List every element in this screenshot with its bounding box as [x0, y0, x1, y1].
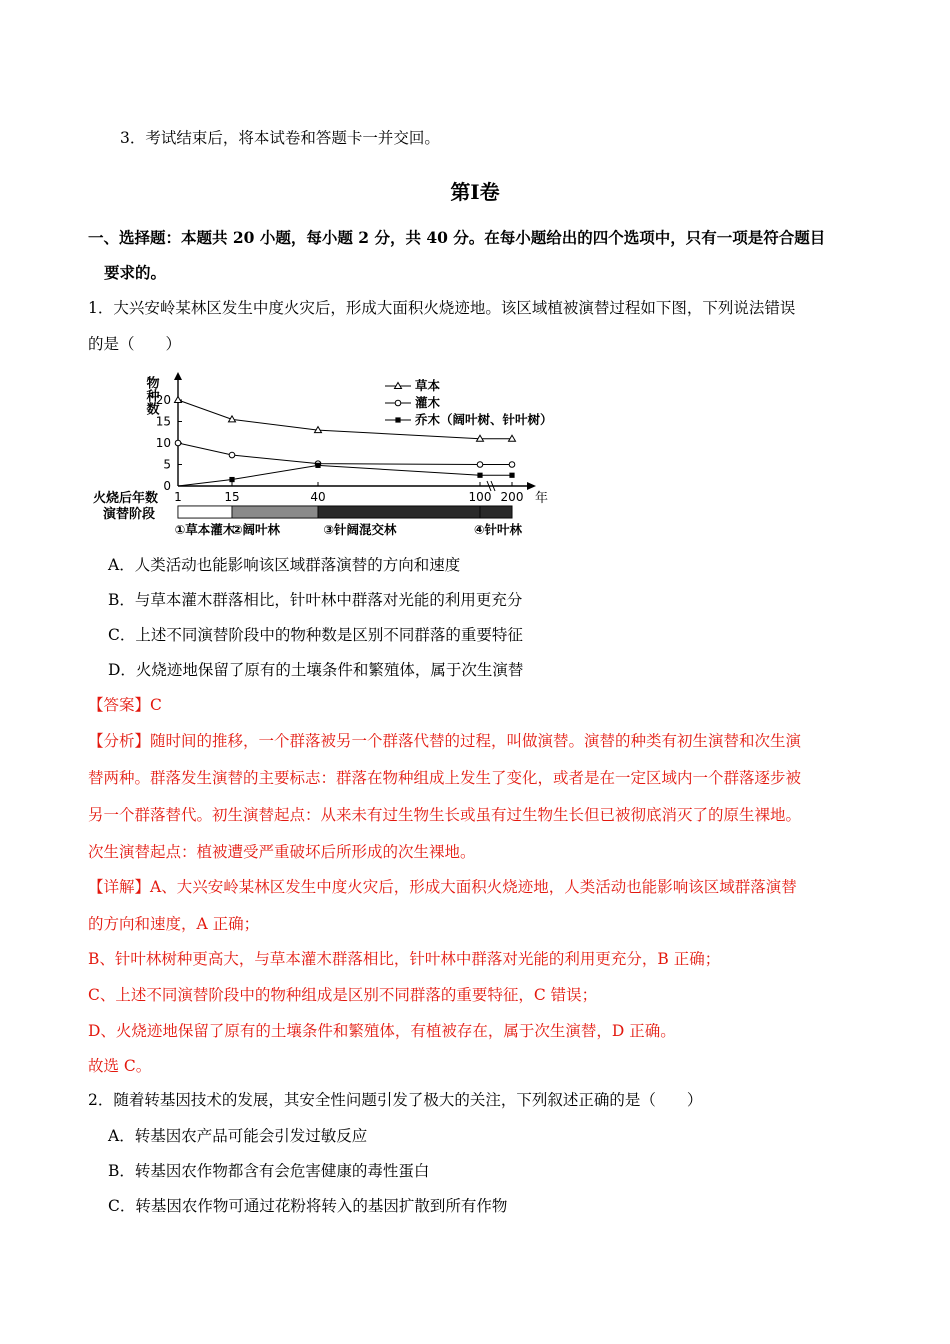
- data-point: [229, 477, 234, 482]
- y-axis-label: 物种数: [143, 376, 159, 415]
- stage-label: ④针叶林: [473, 522, 523, 537]
- y-tick-label: 0: [163, 479, 171, 493]
- data-point: [477, 462, 483, 468]
- stage-label: ③针阔混交林: [323, 522, 397, 537]
- analysis-line: 另一个群落替代。初生演替起点：从来未有过生物生长或虽有过生物生长但已被彻底消灭了的原生裸地。: [88, 806, 802, 824]
- volume-title: 第Ⅰ卷: [450, 180, 500, 204]
- stage-row-label: 演替阶段: [103, 507, 156, 522]
- data-point: [315, 463, 320, 468]
- stage-label: ②阔叶林: [231, 522, 281, 537]
- stage-segment: [318, 506, 480, 518]
- conclusion: 故选 C。: [88, 1057, 152, 1075]
- legend-marker: [395, 400, 401, 406]
- option-d: D．火烧迹地保留了原有的土壤条件和繁殖体，属于次生演替: [108, 661, 524, 679]
- x-tick-label: 200: [500, 490, 524, 504]
- question-2-stem: 2．随着转基因技术的发展，其安全性问题引发了极大的关注，下列叙述正确的是（ ）: [88, 1091, 703, 1109]
- analysis-line: 【分析】随时间的推移，一个群落被另一个群落代替的过程，叫做演替。演替的种类有初生演替和次生演: [88, 732, 802, 750]
- y-axis-arrow: [174, 372, 182, 380]
- q2-option-a: A．转基因农产品可能会引发过敏反应: [108, 1127, 368, 1145]
- data-point: [175, 440, 181, 446]
- data-point: [509, 462, 515, 468]
- y-tick-label: 15: [155, 414, 171, 429]
- x-tick-label: 100: [468, 490, 492, 504]
- x-tick-label: 40: [310, 490, 326, 504]
- option-a: A．人类活动也能影响该区域群落演替的方向和速度: [108, 556, 461, 574]
- question-1-stem-cont: 的是（ ）: [88, 335, 182, 353]
- x-axis-label: 火烧后年数: [93, 491, 159, 506]
- option-b: B．与草本灌木群落相比，针叶林中群落对光能的利用更充分: [108, 591, 523, 609]
- series-line: [178, 465, 512, 486]
- x-axis-arrow: [527, 482, 536, 490]
- legend-marker: [395, 417, 400, 422]
- data-point: [229, 452, 235, 458]
- succession-chart: [85, 368, 595, 543]
- question-1-stem: 1．大兴安岭某林区发生中度火灾后，形成大面积火烧迹地。该区域植被演替过程如下图，下列说法错误: [88, 299, 796, 317]
- legend-label: 草本: [415, 378, 441, 393]
- analysis-line: 次生演替起点：植被遭受严重破坏后所形成的次生裸地。: [88, 843, 476, 861]
- q2-option-c: C．转基因农作物可通过花粉将转入的基因扩散到所有作物: [108, 1197, 508, 1215]
- data-point: [477, 473, 482, 478]
- stage-segment: [232, 506, 318, 518]
- y-tick-label: 5: [163, 457, 171, 472]
- option-c: C．上述不同演替阶段中的物种数是区别不同群落的重要特征: [108, 626, 523, 644]
- detail-line: C、上述不同演替阶段中的物种组成是区别不同群落的重要特征，C 错误；: [88, 986, 598, 1004]
- stage-segment: [178, 506, 232, 518]
- series-line: [178, 443, 512, 465]
- y-tick-label: 10: [155, 436, 171, 450]
- stage-segment: [480, 506, 512, 518]
- answer: 【答案】C: [88, 696, 162, 714]
- stage-label: ①草本灌木: [174, 522, 236, 537]
- x-axis-unit: 年: [535, 491, 549, 506]
- section-heading-cont: 要求的。: [104, 263, 167, 282]
- detail-line: B、针叶林树种更高大，与草本灌木群落相比，针叶林中群落对光能的利用更充分，B 正确；: [88, 950, 721, 968]
- legend-label: 灌木: [415, 395, 441, 410]
- x-tick-label: 15: [224, 490, 240, 504]
- section-heading: 一、选择题：本题共 20 小题，每小题 2 分，共 40 分。在每小题给出的四个选项中，只有一项是符合题目: [88, 228, 826, 247]
- q2-option-b: B．转基因农作物都含有会危害健康的毒性蛋白: [108, 1162, 430, 1180]
- detail-line: D、火烧迹地保留了原有的土壤条件和繁殖体，有植被存在，属于次生演替，D 正确。: [88, 1022, 676, 1040]
- y-tick-label: 20: [155, 393, 171, 407]
- detail-line: 的方向和速度，A 正确；: [88, 915, 260, 933]
- exam-instruction: 3．考试结束后，将本试卷和答题卡一并交回。: [120, 129, 440, 147]
- legend-label: 乔木（阔叶树、针叶树）: [415, 412, 553, 427]
- detail-line: 【详解】A、大兴安岭某林区发生中度火灾后，形成大面积火烧迹地，人类活动也能影响该区域群落演替: [88, 878, 797, 896]
- x-tick-label: 1: [174, 490, 182, 504]
- data-point: [509, 473, 514, 478]
- analysis-line: 替两种。群落发生演替的主要标志：群落在物种组成上发生了变化，或者是在一定区域内一个群落逐步被: [88, 769, 802, 787]
